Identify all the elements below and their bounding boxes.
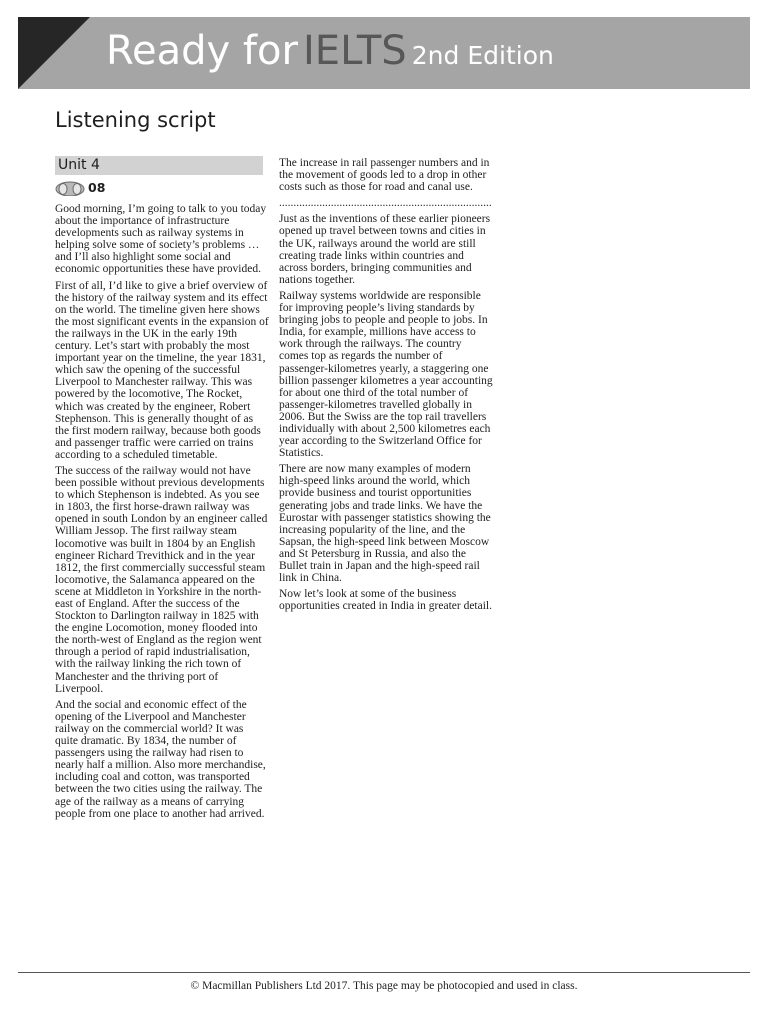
paragraph: Now let’s look at some of the business opportunities created in India in greater detail. xyxy=(279,588,492,613)
gap-dotted-line: .......................................................................... xyxy=(279,197,492,210)
paragraph: First of all, I’d like to give a brief overview of the history of the railway system and its effect on the world. The timeline given here shows the most significant events in the expansion of the railways in the UK in the early 19th century. Let’s start with probably the most important year on the timeline, the year 1831, which saw the opening of the successful Liverpool to Manchester railway. This was powered by the locomotive, The Rocket, which was created by the engineer, Robert Stephenson. This is generally thought of as the first modern railway, because both goods and passenger traffic were carried on trains according to a scheduled timetable. xyxy=(55,279,269,461)
paragraph: The increase in rail passenger numbers and in the movement of goods led to a drop in other costs such as those for road and canal use. xyxy=(279,157,490,194)
title-ready: Ready for xyxy=(106,28,298,74)
unit-label: Unit 4 xyxy=(58,157,100,173)
headphones-icon xyxy=(55,180,85,201)
page-title: Listening script xyxy=(55,108,216,132)
title-edition: 2nd Edition xyxy=(411,41,554,70)
track-number: 08 xyxy=(88,180,106,195)
paragraph: Good morning, I’m going to talk to you today about the importance of infrastructure developments such as railway systems in helping solve some of society’s problems … and I’ll also highlight some social and economic opportunities these have provided. xyxy=(55,203,267,276)
script-column-right xyxy=(279,157,493,616)
copyright-footer: © Macmillan Publishers Ltd 2017. This page may be photocopied and used in class. xyxy=(190,980,578,992)
header-banner xyxy=(18,17,750,89)
paragraph: And the social and economic effect of the opening of the Liverpool and Manchester railway on the commercial world? It was quite dramatic. By 1834, the number of passengers using the railway had risen to nearly half a million. Also more merchandise, including coal and cotton, was transported between the two cities using the railway. The age of the railway as a means of carrying people from one place to another had arrived. xyxy=(55,698,266,820)
footer-divider xyxy=(18,972,750,973)
paragraph: There are now many examples of modern high-speed links around the world, which provide business and tourist opportunities generating jobs and trade links. We have the Eurostar with passenger statistics showing the increasing popularity of the line, and the Sapsan, the high-speed link between Moscow and St Petersburg in Russia, and also the Bullet train in Japan and the high-speed rail link in China. xyxy=(279,463,491,585)
script-column-left xyxy=(55,203,269,824)
unit-heading xyxy=(55,156,263,175)
banner-corner-triangle xyxy=(18,17,90,89)
paragraph: The success of the railway would not have been possible without previous developments to which Stephenson is indebted. As you see in 1803, the first horse-drawn railway was opened in south London by an engineer called William Jessop. The first railway steam locomotive was built in 1804 by an English engineer Richard Trevithick and in the year 1812, the first commercially successful steam locomotive, the Salamanca appeared on the scene at Middleton in Yorkshire in the north-east of England. After the success of the Stockton to Darlington railway in 1825 with the engine Locomotion, money flooded into the north-west of England as the region went through a period of rapid industrialisation, with the railway linking the rich town of Manchester and the thriving port of Liverpool. xyxy=(55,464,268,695)
banner-title xyxy=(106,28,554,74)
title-ielts: IELTS xyxy=(303,28,407,74)
paragraph: Just as the inventions of these earlier pioneers opened up travel between towns and cities in the UK, railways around the world are still creating trade links within countries and across borders, bringing communities and nations together. xyxy=(279,213,491,286)
paragraph: Railway systems worldwide are responsible for improving people’s living standards by bringing jobs to people and people to jobs. In India, for example, millions have access to work through the railways. The country comes top as regards the number of passenger-kilometres yearly, a staggering one billion passenger kilometres a year accounting for about one third of the total number of passenger-kilometres travelled globally in 2006. But the Swiss are the top rail travellers individually with about 2,500 kilometres each year according to the Switzerland Office for Statistics. xyxy=(279,289,493,460)
